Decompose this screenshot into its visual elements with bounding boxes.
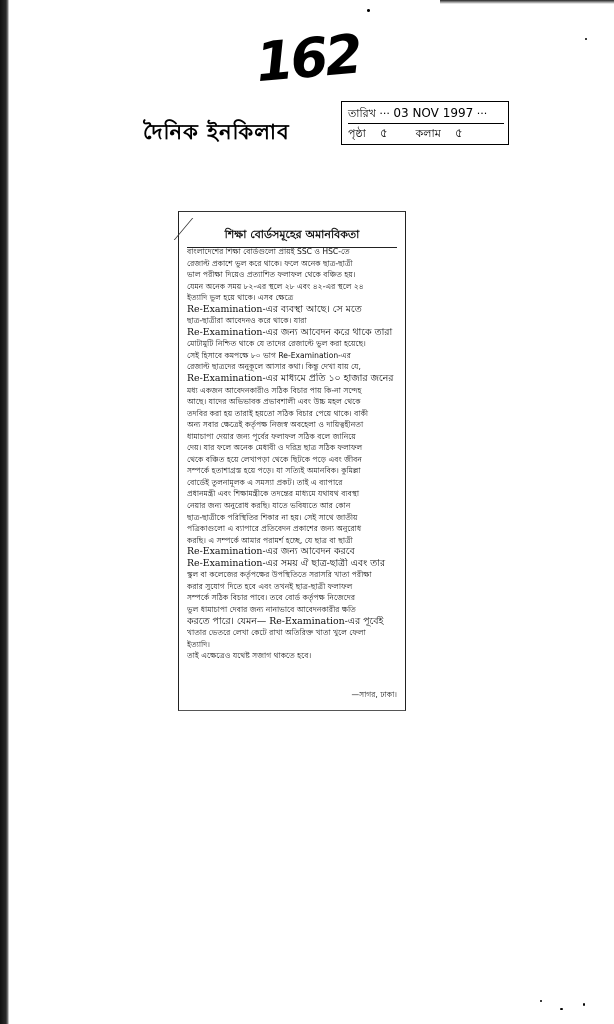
article-line: পত্রিকাগুলো এ ব্যাপারে প্রতিবেদন প্রকাশের জন্য অনুরোধ — [187, 524, 362, 534]
article-line: থেকে বঞ্চিত হয়ে লেখাপড়া থেকে ছিটকে পড়ে এবং জীবন — [187, 454, 362, 464]
stamp-column-label: কলাম — [415, 127, 441, 140]
scan-speck — [540, 1000, 542, 1002]
article-line: সম্পর্কে হতাশাগ্রস্ত হয়ে পড়ে। যা সত্যিই অমানবিক। কুমিল্লা — [187, 466, 361, 476]
article-line: ধামাচাপা দেয়ার জন্য পূর্বের ফলাফল সঠিক বলে জানিয়ে — [187, 431, 356, 441]
article-line: ইত্যাদি ভুল হয়ে থাকে। এসব ক্ষেত্রে — [187, 293, 294, 303]
newspaper-name: দৈনিক ইনকিলাব — [143, 120, 290, 144]
article-line: মধ্য একজন আবেদনকারীও সঠিক বিচার পায় কি-না সন্দেহ — [187, 385, 362, 395]
stamp-date-value: 03 NOV 1997 — [393, 106, 474, 120]
article-line: Re-Examination-এর সময় ঐ ছাত্র-ছাত্রী এবং তার — [187, 557, 385, 569]
scan-left-edge — [0, 0, 9, 1024]
scan-speck — [367, 9, 370, 12]
scan-speck — [583, 1003, 585, 1006]
article-line: অন্য সবার ক্ষেত্রেই কর্তৃপক্ষ নিজস্ব অবহেলা ও দায়িত্বহীনতা — [187, 420, 364, 430]
scan-speck — [560, 1008, 563, 1010]
article-line: রেজাল্ট ছাত্রদের অনুকূলে আসার কথা। কিন্তু দেখা যায় যে, — [187, 362, 361, 372]
article-line: রেজাল্ট প্রকাশে ভুল করে থাকে। ফলে অনেক ছাত্র-ছাত্রী — [187, 258, 353, 268]
stamp-date-row: তারিখ ··· 03 NOV 1997 ··· — [348, 103, 504, 124]
article-line: Re-Examination-এর ব্যবস্থা আছে। সে মতে — [187, 303, 362, 315]
stamp-date-label: তারিখ — [348, 107, 376, 120]
article-line: করছি। এ সম্পর্কে আমার পরামর্শ হচ্ছে, যে ছাত্র বা ছাত্রী — [187, 535, 353, 545]
stamp-column-value: ৫ — [454, 126, 463, 140]
stamp-page-value: ৫ — [379, 126, 388, 140]
scan-top-edge — [440, 0, 614, 4]
article-line: তাই এক্ষেত্রেও যথেষ্ট সজাগ থাকতে হবে। — [187, 651, 312, 661]
article-body — [187, 246, 399, 662]
article-line: সম্পর্কে সঠিক বিচার পাবে। তবে বোর্ড কর্তৃপক্ষ নিজেদের — [187, 593, 356, 603]
article-line: স্কুল বা কলেজের কর্তৃপক্ষের উপস্থিতিতে সরাসরি খাতা পরীক্ষা — [187, 570, 372, 580]
article-line: করতে পারে। যেমন— Re-Examination-এর পূর্বেই — [187, 615, 384, 627]
article-line: Re-Examination-এর জন্য আবেদন করবে — [187, 546, 355, 558]
article-line: বাংলাদেশের শিক্ষা বোর্ডগুলো প্রায়ই SSC ও HSC-তে — [187, 247, 350, 256]
article-line: প্রধানমন্ত্রী এবং শিক্ষামন্ত্রীকে তদন্তের মাধ্যমে যথাযথ ব্যবস্থা — [187, 489, 360, 499]
article-line: ভাল পরীক্ষা দিয়েও প্রত্যাশিত ফলাফল থেকে বঞ্চিত হয়। — [187, 270, 356, 280]
article-line: আছে। যাদের অভিভাবক প্রভাবশালী এবং উচ্চ মহল থেকে — [187, 397, 361, 407]
handwritten-page-number: 162 — [253, 22, 363, 95]
article-line: ভুল ধামাচাপা দেবার জন্য নানাভাবে আবেদনকারীর ক্ষতি — [187, 604, 356, 614]
scan-speck — [585, 38, 587, 40]
newspaper-clipping — [178, 211, 406, 711]
article-line: করার সুযোগ দিতে হবে এবং তখনই ছাত্র-ছাত্রী ফলাফল — [187, 581, 353, 591]
article-line: ছাত্র-ছাত্রীকে পরিস্থিতির শিকার না হয়। সেই সাথে জাতীয় — [187, 512, 358, 522]
article-line: Re-Examination-এর মাধ্যমে প্রতি ১০ হাজার জনের — [187, 373, 394, 385]
article-line: যেমন অনেক সময় ৮২-এর স্থলে ২৮ এবং ৪২-এর স্থলে ২৪ — [187, 281, 364, 291]
article-line: ইত্যাদি। — [187, 639, 210, 649]
article-line: মোটামুটি নিশ্চিত থাকে যে তাদের রেজাল্টে ভুল করা হয়েছে। — [187, 339, 366, 349]
article-line: বোর্ডেই তুলনামূলক এ সমস্যা প্রকট। তাই এ ব্যাপারে — [187, 477, 343, 487]
date-stamp — [341, 101, 509, 145]
stamp-page-row — [348, 123, 504, 143]
article-signature: —সাগর, ঢাকা। — [351, 690, 397, 699]
stamp-page-label: পৃষ্ঠা — [348, 127, 366, 140]
article-title: শিক্ষা বোর্ডসমূহের অমানবিকতা — [187, 226, 397, 248]
article-line: নেয়ার জন্য অনুরোধ করছি। যাতে ভবিষ্যতে আর কোন — [187, 501, 351, 511]
article-line: সেই হিসাবে কমপক্ষে ৮০ ভাগ Re-Examination-এর — [187, 350, 351, 360]
article-line: দেয়। যার ফলে অনেক মেধাবী ও দরিদ্র ছাত্র সঠিক ফলাফল — [187, 443, 363, 453]
article-line: খাতার ভেতরে লেখা কেটে রাখা অতিরিক্ত খাতা খুলে ফেলা — [187, 628, 366, 638]
article-line: তদবির করা হয় তারাই হয়তো সঠিক বিচার পেয়ে থাকে। বাকী — [187, 408, 369, 418]
article-line: ছাত্র-ছাত্রীরা আবেদনও করে থাকে। যারা — [187, 316, 307, 326]
article-line: Re-Examination-এর জন্য আবেদন করে থাকে তারা — [187, 326, 393, 338]
